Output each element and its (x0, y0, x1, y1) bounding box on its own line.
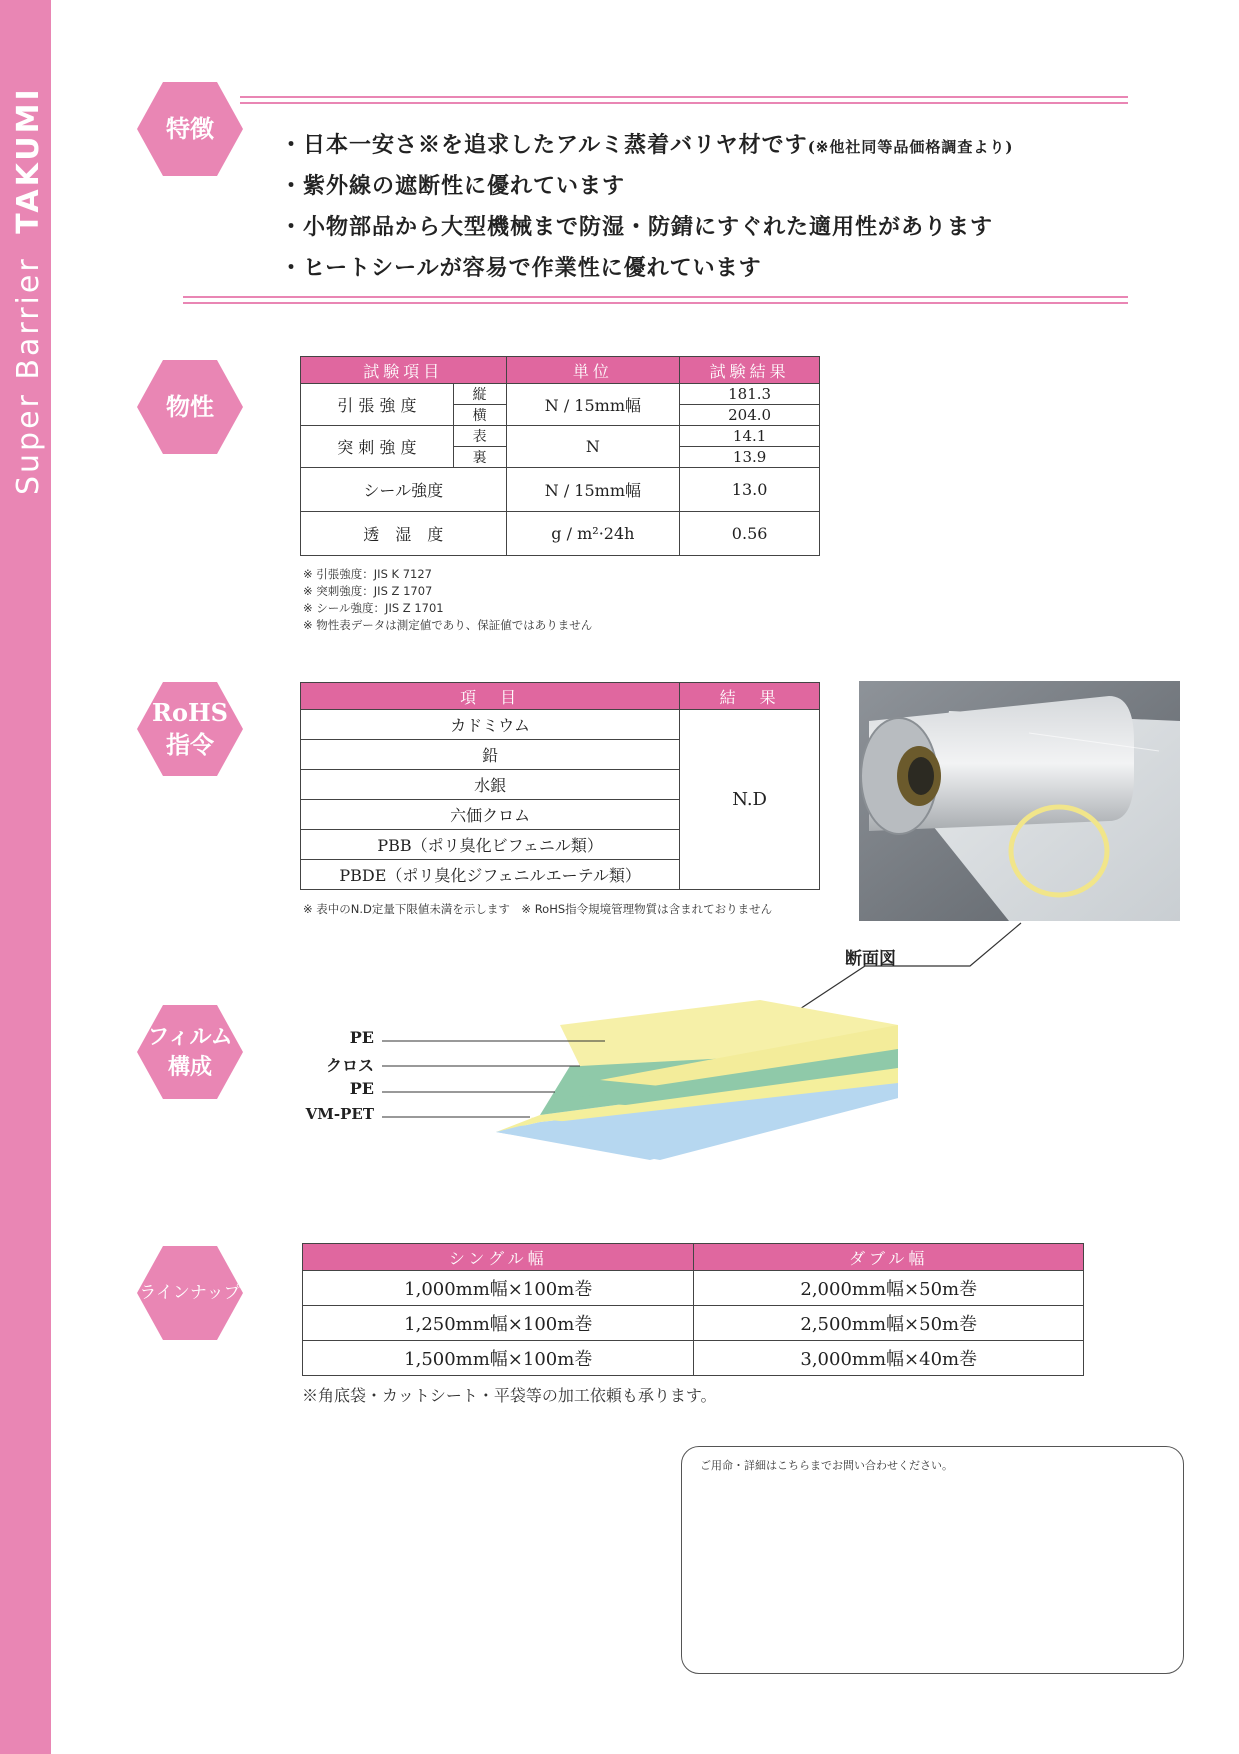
brand-name: TAKUMI (11, 86, 46, 234)
col-result: 結 果 (680, 683, 820, 710)
lineup-hex (135, 1243, 245, 1343)
note-line: ※ 突刺強度：JIS Z 1707 (303, 584, 433, 598)
lineup-double: 2,500mm幅×50m巻 (694, 1306, 1084, 1341)
features-label: 特徴 (166, 114, 214, 143)
rohs-note: ※ 表中のN.D定量下限値未満を示します ※ RoHS指令規境管理物質は含まれておりません (303, 902, 773, 916)
moisture-unit: g / m²·24h (506, 512, 680, 556)
puncture-sub2: 裏 (453, 447, 506, 468)
puncture-unit: N (506, 426, 680, 468)
moisture-value: 0.56 (680, 512, 820, 556)
seal-unit: N / 15mm幅 (506, 468, 680, 512)
cross-section-label: 断面図 (845, 949, 896, 969)
lineup-table (302, 1243, 1084, 1376)
note-line: ※ 引張強度：JIS K 7127 (303, 567, 432, 581)
lineup-double: 3,000mm幅×40m巻 (694, 1341, 1084, 1376)
tensile-sub2: 横 (453, 405, 506, 426)
seal-name: シール強度 (301, 468, 507, 512)
tensile-sub1: 縦 (453, 384, 506, 405)
feature-4: ・ヒートシールが容易で作業性に優れています (280, 255, 762, 281)
lineup-single: 1,000mm幅×100m巻 (303, 1271, 694, 1306)
note-line: ※ 物性表データは測定値であり、保証値ではありません (303, 618, 593, 632)
tensile-unit: N / 15mm幅 (506, 384, 680, 426)
lineup-double: 2,000mm幅×50m巻 (694, 1271, 1084, 1306)
lineup-note: ※角底袋・カットシート・平袋等の加工依頼も承ります。 (302, 1386, 717, 1405)
col-item: 項 目 (301, 683, 680, 710)
col-single: シングル幅 (303, 1244, 694, 1271)
moisture-name: 透 湿 度 (301, 512, 507, 556)
rohs-item: 鉛 (301, 740, 680, 770)
contact-text: ご用命・詳細はこちらまでお問い合わせください。 (700, 1459, 953, 1472)
lineup-label: ラインナップ (139, 1283, 241, 1303)
feature-1: ・日本一安さ※を追求したアルミ蒸着バリヤ材です(※他社同等品価格調査より) (280, 132, 1014, 158)
layer-label-pe2: PE (349, 1079, 374, 1098)
col-double: ダブル幅 (694, 1244, 1084, 1271)
contact-box (681, 1446, 1184, 1674)
puncture-v1: 14.1 (680, 426, 820, 447)
note-line: ※ シール強度：JIS Z 1701 (303, 601, 444, 615)
layer-label-vmpet: VM-PET (305, 1105, 374, 1123)
rohs-item: PBDE（ポリ臭化ジフェニルエーテル類） (301, 860, 680, 890)
tensile-v2: 204.0 (680, 405, 820, 426)
rohs-item: 六価クロム (301, 800, 680, 830)
rohs-label: RoHS 指令 (152, 698, 228, 759)
puncture-sub1: 表 (453, 426, 506, 447)
puncture-v2: 13.9 (680, 447, 820, 468)
rohs-result: N.D (680, 710, 820, 890)
feature-2: ・紫外線の遮断性に優れています (280, 173, 626, 199)
rohs-item: 水銀 (301, 770, 680, 800)
properties-label: 物性 (166, 392, 214, 421)
tensile-name: 引 張 強 度 (301, 384, 454, 426)
puncture-name: 突 刺 強 度 (301, 426, 454, 468)
lineup-single: 1,250mm幅×100m巻 (303, 1306, 694, 1341)
film-label: フィルム 構成 (147, 1024, 233, 1080)
lineup-single: 1,500mm幅×100m巻 (303, 1341, 694, 1376)
tensile-v1: 181.3 (680, 384, 820, 405)
brand-series: Super Barrier (11, 256, 46, 495)
col-result: 試験結果 (680, 357, 820, 384)
col-unit: 単位 (506, 357, 680, 384)
rohs-item: カドミウム (301, 710, 680, 740)
rohs-item: PBB（ポリ臭化ビフェニル類） (301, 830, 680, 860)
seal-value: 13.0 (680, 468, 820, 512)
layer-label-pe1: PE (349, 1028, 374, 1047)
layer-label-cloth: クロス (325, 1056, 374, 1075)
col-test-item: 試験項目 (301, 357, 507, 384)
feature-3: ・小物部品から大型機械まで防湿・防錆にすぐれた適用性があります (280, 214, 994, 240)
feature-1-note: (※他社同等品価格調査より) (807, 138, 1014, 156)
